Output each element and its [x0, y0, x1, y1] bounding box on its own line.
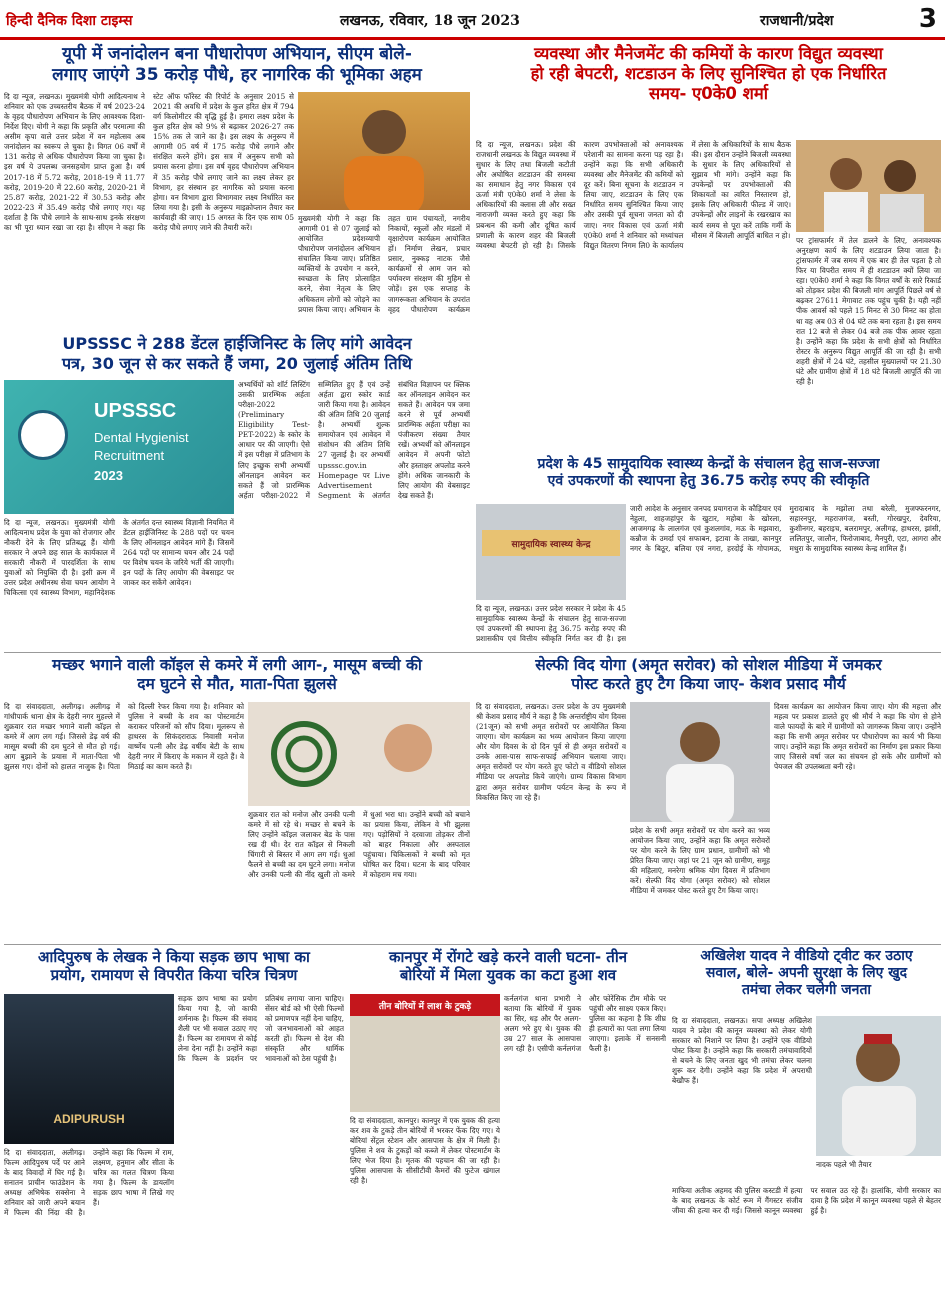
continued-note — [298, 318, 470, 330]
emblem-icon — [18, 410, 68, 460]
minister-photo — [796, 140, 941, 232]
headline-line1: सेल्फी विद योगा (अमृत सरोवर) को सोशल मीडिया में जमकर — [535, 656, 882, 674]
upsssc-ad — [4, 380, 234, 514]
story-kanpur — [350, 948, 666, 985]
crime-photo — [350, 994, 500, 1112]
article-body: दि दा न्यूज, लखनऊ। उत्तर प्रदेश सरकार ने प्रदेश के 45 सामुदायिक स्वास्थ्य केन्द्रों के संचालन हेतु साज-सज्जा एवं उपकरणों की स्थापना हेतु 36.75 करोड़ रुपए की प्रशासकीय एवं वित्तीय स्वीकृति निर्गत कर दी है। इस — [476, 604, 626, 644]
headline-line2: हो रही बेपटरी, शटडाउन के लिए सुनिश्चित हो एक निर्धारित — [530, 64, 887, 84]
headline-line1: प्रदेश के 45 सामुदायिक स्वास्थ्य केन्द्रों के संचालन हेतु साज-सज्जा — [537, 456, 880, 472]
headline-line1: अखिलेश यादव ने वीडियो ट्वीट कर उठाए — [700, 948, 913, 964]
story-adipurush — [4, 948, 344, 985]
article-body: दि दा न्यूज, लखनऊ। मुख्यमंत्री योगी आदित्यनाथ प्रदेश के युवा को रोजगार और नौकरी देने के लिए प्रतिबद्ध हैं। योगी सरकार ने अपने छह साल के कार्यकाल में सरकारी नौकरी में पारदर्शिता के साथ युवाओं को नियुक्ति दी है। इसी क्रम में उत्तर प्रदेश अधीनस्थ सेवा चयन आयोग ने चिकित्सा एवं स्वास्थ्य विभाग, महानिदेशक के अंतर्गत दन्त स्वास्थ्य विज्ञानी नियमित में डेंटल हाईजिनिस्ट के 288 पदों पर चयन के लिए ऑनलाइन आवेदन मांगे हैं। जिसमें 264 पदों पर सामान्य चयन और 24 पदों पर विशेष चयन के जरिये भर्ती की जाएगी। इन पदों के लिए आयोग की वेबसाइट पर जाकर कर सकेंगे आवेदन। — [4, 518, 234, 598]
article-body-2: जारी आदेश के अनुसार जनपद प्रयागराज के कौड़ियार एवं नेहुला, शाहजहांपुर के खुटार, महोबा के खोरला, आजमगढ़ के लालगंज एवं कुशलगांव, मऊ के मझवारा, कन्नौज के उमर्दा एवं सफाबन, इटावा के ताखा, कानपुर नगर के बिठूर, बलिया एवं नगरा, हरदोई के गोपामऊ, मुरादाबाद के मझोला तथा बरेली, मुजफ्फरनगर, सहारनपुर, महराजगंज, बस्ती, गोरखपुर, देवरिया, कुशीनगर, बहराइच, बलरामपुर, अलीगढ़, हाथरस, झांसी, ललितपुर, जालौन, फिरोजाबाद, मैनपुरी, एटा, आगरा और मथुरा के सामुदायिक स्वास्थ्य केन्द्र शामिल हैं। — [630, 504, 941, 554]
akhilesh-photo — [816, 1016, 941, 1156]
article-body-2: अभ्यर्थियों को शॉर्ट लिस्टिंग उसकी प्रारम्भिक अर्हता परीक्षा-2022 (Preliminary Eligibility Test-PET-2022) के स्कोर के आधार पर की जाएगी। ऐसे में इस परीक्षा में प्रतिभाग के लिए इच्छुक सभी अभ्यर्थी ऑनलाइन आवेदन कर सकते हैं जो प्रारम्भिक अर्हता परीक्षा-2022 में सम्मिलित हुए हैं एवं उन्हें अर्हता द्वारा स्कोर कार्ड जारी किया गया है। आवेदन की अंतिम तिथि 20 जुलाई है। अभ्यर्थी शुल्क समायोजन एवं आवेदन में संशोधन की अंतिम तिथि 27 जुलाई है। दर अभ्यर्थी upsssc.gov.in Homepage पर Live Advertisement Segment के अंतर्गत संबंधित विज्ञापन पर क्लिक कर ऑनलाइन आवेदन कर सकते हैं। आवेदन पत्र जमा करने से पूर्व अभ्यर्थी प्रारम्भिक अर्हता परीक्षा का पंजीकरण संख्या तैयार रखें। अभ्यर्थी को ऑनलाइन आवेदन में अपनी फोटो और हस्ताक्षर अपलोड करने होंगे। अधिक जानकारी के लिए आयोग की वेबसाइट देख सकते हैं। — [238, 380, 470, 500]
ad-sub2: Recruitment — [94, 448, 165, 463]
poster-title: ADIPURUSH — [53, 1112, 125, 1126]
article-body: दि दा संवाददाता, अलीगढ़। फिल्म आदिपुरुष पर्दे पर आने के बाद विवादों में घिर गई है। सनातन प्राचीन फाउंडेशन के अध्यक्ष अभिषेक सक्सेना ने शनिवार को जारी अपने बयान में फिल्म की निंदा की है। उन्होंने कहा कि फिल्म में राम, लक्ष्मण, हनुमान और सीता के चरित्र का गलत चित्रण किया गया है। फिल्म के डायलॉग सड़क छाप भाषा में लिखे गए हैं। — [4, 1148, 174, 1218]
headline-line2: एवं उपकरणों की स्थापना हेतु 36.75 करोड़ रुपए की स्वीकृति — [547, 473, 870, 490]
article-body-2: माफिया अतीक अहमद की पुलिस कस्टडी में हत्या के बाद लखनऊ के कोर्ट रूम में गैंगस्टर संजीव जीवा की हत्या कर दी गई। जिससे कानून व्यवस्था पर सवाल उठ रहे हैं। हालांकि, योगी सरकार का दावा है कि प्रदेश में कानून व्यवस्था पहले से बेहतर हुई है। — [672, 1186, 941, 1216]
article-body: दि दा संवाददाता, लखनऊ। सपा अध्यक्ष अखिलेश यादव ने प्रदेश की कानून व्यवस्था को लेकर योगी सरकार को निशाने पर लिया है। उन्होंने एक वीडियो पोस्ट किया है। उन्होंने कहा कि सरकारी तमंचावादियों से बचने के लिए जनता खुद भी तमंचा लेकर चलना शुरू कर देगी। उन्होंने कहा कि प्रदेश में अपराधी बेखौफ हैं। — [672, 1016, 812, 1086]
article-body-3: दिवस कार्यक्रम का आयोजन किया जाए। योग की महत्ता और महत्व पर प्रकाश डालते हुए श्री मौर्य ने कहा कि योग से होने वाले फायदों के बारे में ग्रामीणों को जागरूक किया जाए। उन्होंने कहा कि सभी अमृत सरोवर पर पौधारोपण का कार्य भी किया जाए। उन्होंने कहा कि अमृत सरोवरों का निर्माण इस प्रकार किया जाए जिससे वर्षा जल का संचयन हो सके और ग्रामीणों को पेयजल की उपलब्धता बनी रहे। — [774, 702, 941, 772]
headline-line2: सवाल, बोले- अपनी सुरक्षा के लिए खुद — [705, 965, 908, 982]
headline-line2: पत्र, 30 जून से कर सकते हैं जमा, 20 जुलाई अंतिम तिथि — [62, 353, 412, 373]
photo-banner: तीन बोरियों में लाश के टुकड़े — [350, 994, 500, 1016]
meeting-photo-icon — [796, 140, 941, 232]
keshav-photo — [630, 702, 770, 822]
headline-line1: आदिपुरुष के लेखक ने किया सड़क छाप भाषा का — [38, 948, 310, 966]
article-body: दि दा संवाददाता, कानपुर। कानपुर में एक युवक की हत्या कर शव के टुकड़े तीन बोरियों में भरकर फेंक दिए गए। ये बोरियां सेंट्रल स्टेशन और आसपास के क्षेत्र में मिली हैं। पुलिस ने शव के टुकड़ों को कब्जे में लेकर पोस्टमार्टम के लिए भेज दिया है। मृतक की पहचान की जा रही है। पुलिस आसपास के सीसीटीवी कैमरों की फुटेज खंगाल रही है। — [350, 1116, 500, 1186]
adipurush-poster — [4, 994, 174, 1144]
headline-line1: कानपुर में रोंगटे खड़े करने वाली घटना- तीन — [388, 948, 628, 966]
headline-line2: दम घुटने से मौत, माता-पिता झुलसे — [137, 674, 337, 693]
article-body-3: पर ट्रांसफार्मर में तेल डालने के लिए, अनावश्यक अनुरक्षण कार्य के लिए शटडाउन लिया जाता है। ट्रांसफार्मर में जब समय में एक बार ही तेल पड़ता है तो फिर या विपरीत समय में ही शटडाउन क्यों लिया जा रहा। ए0के0 शर्मा ने कहा कि विगत वर्षों के सारे रिकार्ड को तोड़कर प्रदेश की बिजली मांग आपूर्ति पिछले वर्ष से बढ़कर 27611 मेगावाट तक पहुंच चुकी है। यही नहीं पीक आवर्स को पहले 15 मिनट से 30 मिनट का होता था वह अब 03 से 04 घंटे तक बना रहता है। इस समय रात 12 बजे से लेकर 04 बजे तक पीक आवर रहता है। उन्होंने कहा कि प्रदेश के सभी क्षेत्रों को निर्धारित रोस्टर के अनुरूप विद्युत आपूर्ति की जा रही है। सभी शहरी क्षेत्रों में 24 घंटे, तहसील मुख्यालयों पर 21.30 घंटे और ग्रामीण क्षेत्रों में 18 घंटे बिजली आपूर्ति की जा रही है। — [796, 236, 941, 386]
article-body: दि दा संवाददाता, अलीगढ़। अलीगढ़ में गांधीपार्क थाना क्षेत्र के देहरी नगर मुहल्ले में शुक्रवार रात मच्छर भगाने वाली कॉइल से कमरे में आग लग गई। जिससे डेढ़ वर्ष की मासूम बच्ची की दम घुटने से मौत हो गई। आग बुझाने के प्रयास में माता-पिता भी झुलस गए। दोनों को हालत नाजुक है। पिता को दिल्ली रेफर किया गया है। शनिवार को पुलिस ने बच्ची के शव का पोस्टमार्टम कराकर परिजनों को सौंप दिया। मूलरूप से हाथरस के सिकंदराराऊ निवासी मनोज वार्ष्णेय पत्नी और डेढ़ वर्षीय बेटी के साथ देहरी नगर में किराए के मकान में रहते हैं। वे मिठाई का काम करते हैं। — [4, 702, 244, 772]
headline-line1: यूपी में जनांदोलन बना पौधारोपण अभियान, सीएम बोले- — [62, 44, 412, 64]
masthead — [0, 0, 945, 40]
coil-photo-icon — [248, 702, 470, 806]
person-photo-icon — [816, 1016, 941, 1156]
photo-caption: नादक पहले भी तैयार — [816, 1160, 872, 1169]
article-body: दि दा न्यूज, लखनऊ। मुख्यमंत्री योगी आदित्यनाथ ने शनिवार को एक उच्चस्तरीय बैठक में वर्ष 2023-24 के वृहद पौधारोपण अभियान के लिए आवश्यक दिशा-निर्देश दिए। योगी ने कहा कि प्रकृति और परमात्मा की असीम कृपा वाले उत्तर प्रदेश में वन महोत्सव अब जनांदोलन का स्वरूप ले चुका है। विगत 06 वर्षों में 131 करोड़ से अधिक पौधारोपण किया जा चुका है। इस वर्ष ये उपलब्ध जनसहयोग प्राप्त हुआ है। वर्ष 2017-18 में 5.72 करोड़, 2018-19 में 11.77 करोड़, 2019-20 में 22.60 करोड़, 2020-21 में 25.87 करोड़, 2021-22 में 30.53 करोड़ और 2022-23 में 35.49 करोड़ पौधे लगाए गए। यह दर्शाता है कि पौधे लगाने के साथ-साथ इनके संरक्षण का भी पूरा ध्यान रखा जा रहा है। सीएम ने कहा कि स्टेट ऑफ फॉरेस्ट की रिपोर्ट के अनुसार 2015 से 2021 की अवधि में प्रदेश के कुल हरित क्षेत्र में 794 वर्ग किलोमीटर की वृद्धि हुई है। हमारा लक्ष्य प्रदेश के कुल हरित क्षेत्र को 9% से बढ़ाकर 2026-27 तक 15% तक ले जाने का है। इस लक्ष्य के अनुरूप में आगामी 05 वर्ष में 175 करोड़ पौधे लगाने और संरक्षित करने होंगे। इस सत्र में अनुरूप सभी को प्रयास करना होगा। इस वर्ष वृहद पौधारोपण अभियान में 35 करोड़ पौधे लगाए जाने का लक्ष्य लेकर हर विभाग, हर संस्थान हर नागरिक को प्रयास करना होगा। वन विभाग द्वारा विभागवार लक्ष्य निर्धारित कर लिया गया है। इसी के अनुरूप माइक्रोप्लान तैयार कर कार्यवाही की जाए। 15 अगस्त के दिन एक साथ 05 करोड़ पौधे लगाए जाने की तैयारी करें। — [4, 92, 294, 232]
chc-sign: सामुदायिक स्वास्थ्य केन्द्र — [482, 530, 620, 556]
article-body: दि दा संवाददाता, लखनऊ। उत्तर प्रदेश के उप मुख्यमंत्री श्री केशव प्रसाद मौर्य ने कहा है कि अन्तर्राष्ट्रीय योग दिवस (21जून) को सभी अमृत सरोवरों पर आयोजित किया जाएगा। योग कार्यक्रम का भव्य आयोजन किया जाएगा और योग दिवस के दो दिन पूर्व से ही अमृत सरोवरों व उनके आस-पास साफ-सफाई अभियान चलाया जाए। अमृत सरोवरों पर योग करते हुए फोटो व वीडियो सोशल मीडिया पर अपलोड किये जाएंगे। ग्राम्य विकास विभाग द्वारा अमृत सरोवर ग्रामीण पर्यटन केन्द्र के रूप में विकसित किए जा रहे हैं। — [476, 702, 626, 802]
article-body-2: मुख्यमंत्री योगी ने कहा कि आगामी 01 से 07 जुलाई को आयोजित प्रदेशव्यापी पौधारोपण जनांदोलन अभियान संचालित किया जाए। प्रतिष्ठित व्यक्तियों के उपयोग न करने, स्वच्छता के लिए प्रोत्साहित करने, सेवा नेतृत्व के लिए अधिकतम लोगों को जोड़ने का प्रयास किया जाए। अभियान के तहत ग्राम पंचायतों, नगरीय निकायों, स्कूलों और मंडलों में वृक्षारोपण कार्यक्रम आयोजित हों। निर्माण लेखन, प्रचार प्रसार, नुक्कड़ नाटक जैसे कार्यक्रमों से आम जन को पर्यावरण संरक्षण की मुहिम से जोड़ें। इस एक सप्ताह के जागरूकता अभियान के उपरांत वृहद पौधारोपण कार्यक्रम — [298, 214, 470, 314]
headline-line1: UPSSSC ने 288 डेंटल हाईजिनिस्ट के लिए मांगे आवेदन — [62, 334, 412, 353]
paper-name: हिन्दी दैनिक दिशा टाइम्स — [6, 13, 133, 29]
story-health — [476, 456, 941, 490]
headline-line2: प्रयोग, रामायण से विपरीत किया चरित्र चित्रण — [50, 966, 298, 985]
article-body: दि दा न्यूज, लखनऊ। प्रदेश की राजधानी लखनऊ के विद्युत व्यवस्था में सुधार के लिए तथा बिजली कटौती और अघोषित शटडाउन की समस्या का समाधान हेतु नगर विकास एवं ऊर्जा मंत्री ए0के0 शर्मा ने लेसा के अधिकारियों की क्लास ली और सख्त नाराजगी व्यक्त करते हुए कहा कि प्रबन्धन की कमी और दूषित कार्य प्रणाली के कारण शहर की बिजली व्यवस्था बेपटरी हो रही है। जिसके कारण उपभोक्ताओं को अनावश्यक परेशानी का सामना करना पड़ रहा है। उन्होंने कहा कि सभी अधिकारी व्यवस्था और मैनेजमेंट की कमियों को दूर करें। बिना सूचना के शटडाउन न लिया जाए, शटडाउन के लिए एक निर्धारित समय सुनिश्चित किया जाए और उसकी पूर्व सूचना जनता को दी जाए। नगर विकास एवं ऊर्जा मंत्री ए0के0 शर्मा ने शनिवार को मध्यांचल विद्युत वितरण निगम लि0 के कार्यालय में लेसा के अधिकारियों के साथ बैठक की। इस दौरान उन्होंने बिजली व्यवस्था के सुधार के लिए अधिकारियों से सुझाव भी मांगे। उन्होंने कहा कि उपकेन्द्रों पर उपभोक्ताओं की शिकायतों का त्वरित निस्तारण हो, इसके लिए अधिकारी फील्ड में जाएं। उपकेन्द्रों और लाइनों के रखरखाव का कार्य समय से पूरा करें ताकि गर्मी के मौसम में बिजली आपूर्ति बाधित न हो। — [476, 140, 791, 250]
story-fire — [4, 656, 470, 694]
chc-photo — [476, 504, 626, 600]
cm-photo — [298, 92, 470, 210]
headline-line1: व्यवस्था और मैनेजमेंट की कमियों के कारण विद्युत व्यवस्था — [534, 44, 883, 63]
story-upsssc — [4, 334, 470, 373]
article-body-2: प्रदेश के सभी अमृत सरोवरों पर योग करने का भव्य आयोजन किया जाए, उन्होंने कहा कि अमृत सरोवरों पर योग करने के लिए ग्राम प्रधान, ग्रामीणों को भी प्रेरित किया जाए। जहां पर 21 जून को ग्रामीण, समूह की महिलाएं, मनरेगा श्रमिक योग दिवस में प्रतिभाग करें। सेल्फी विद योगा (अमृत सरोवर) को सोशल मीडिया में जमकर पोस्ट करते हुए टैग किया जाए। — [630, 826, 770, 896]
girl-photo — [248, 702, 470, 806]
ad-title: UPSSSC — [94, 400, 177, 422]
ad-year: 2023 — [94, 468, 123, 483]
person-photo-icon — [298, 92, 470, 210]
page-number: 3 — [918, 4, 937, 34]
section-name: राजधानी/प्रदेश — [760, 13, 834, 29]
dateline: लखनऊ, रविवार, 18 जून 2023 — [340, 13, 520, 29]
headline-line2: बोरियों में मिला युवक का कटा हुआ शव — [399, 966, 617, 985]
article-body-2: कर्नलगंज थाना प्रभारी ने बताया कि बोरियों में युवक का सिर, धड़ और पैर अलग-अलग भरे हुए थे। युवक की उम्र 27 साल के आसपास लग रही है। एसीपी कर्नलगंज और फोरेंसिक टीम मौके पर पहुंची और साक्ष्य एकत्र किए। पुलिस का कहना है कि शीघ्र ही हत्यारों का पता लगा लिया जाएगा। इलाके में सनसनी फैली है। — [504, 994, 666, 1054]
article-body-2: सड़क छाप भाषा का प्रयोग किया गया है, जो काफी शर्मनाक है। फिल्म की संवाद शैली पर भी सवाल उठाए गए हैं। फिल्म का रामायण से कोई लेना देना नहीं है। उन्होंने कहा कि फिल्म के प्रदर्शन पर प्रतिबंध लगाया जाना चाहिए। सेंसर बोर्ड को भी ऐसी फिल्मों को प्रमाणपत्र नहीं देना चाहिए, जो जनभावनाओं को आहत करती हों। फिल्म से देश की संस्कृति और धार्मिक भावनाओं को ठेस पहुंची है। — [178, 994, 344, 1064]
article-body-2: शुक्रवार रात को मनोज और उनकी पत्नी कमरे में सो रहे थे। मच्छर से बचने के लिए उन्होंने कॉइल जलाकर बेड के पास रख दी थी। देर रात कॉइल से निकली चिंगारी से बिस्तर में आग लग गई। धुआं फैलने से बच्ची का दम घुटने लगा। मनोज और उनकी पत्नी की नींद खुली तो कमरे में धुआं भरा था। उन्होंने बच्ची को बचाने का प्रयास किया, लेकिन वे भी झुलस गए। पड़ोसियों ने दरवाजा तोड़कर तीनों को बाहर निकाला और अस्पताल पहुंचाया। चिकित्सकों ने बच्ची को मृत घोषित कर दिया। घटना के बाद परिवार में कोहराम मच गया। — [248, 810, 470, 880]
person-photo-icon — [630, 702, 770, 822]
ad-sub1: Dental Hygienist — [94, 430, 189, 445]
story-yoga — [476, 656, 941, 694]
headline-line2: पोस्ट करते हुए टैग किया जाए- केशव प्रसाद मौर्य — [571, 674, 846, 693]
headline-line2: लगाए जाएंगे 35 करोड़ पौधे, हर नागरिक की भूमिका अहम — [52, 64, 422, 85]
headline-line3: समय- ए0के0 शर्मा — [648, 84, 769, 104]
headline-line3: तमंचा लेकर चलेगी जनता — [741, 982, 872, 999]
story-akhilesh — [672, 948, 941, 999]
headline-line1: मच्छर भगाने वाली कॉइल से कमरे में लगी आग-, मासूम बच्ची की — [52, 656, 422, 674]
story-electricity — [476, 44, 941, 104]
story-plantation — [4, 44, 470, 85]
